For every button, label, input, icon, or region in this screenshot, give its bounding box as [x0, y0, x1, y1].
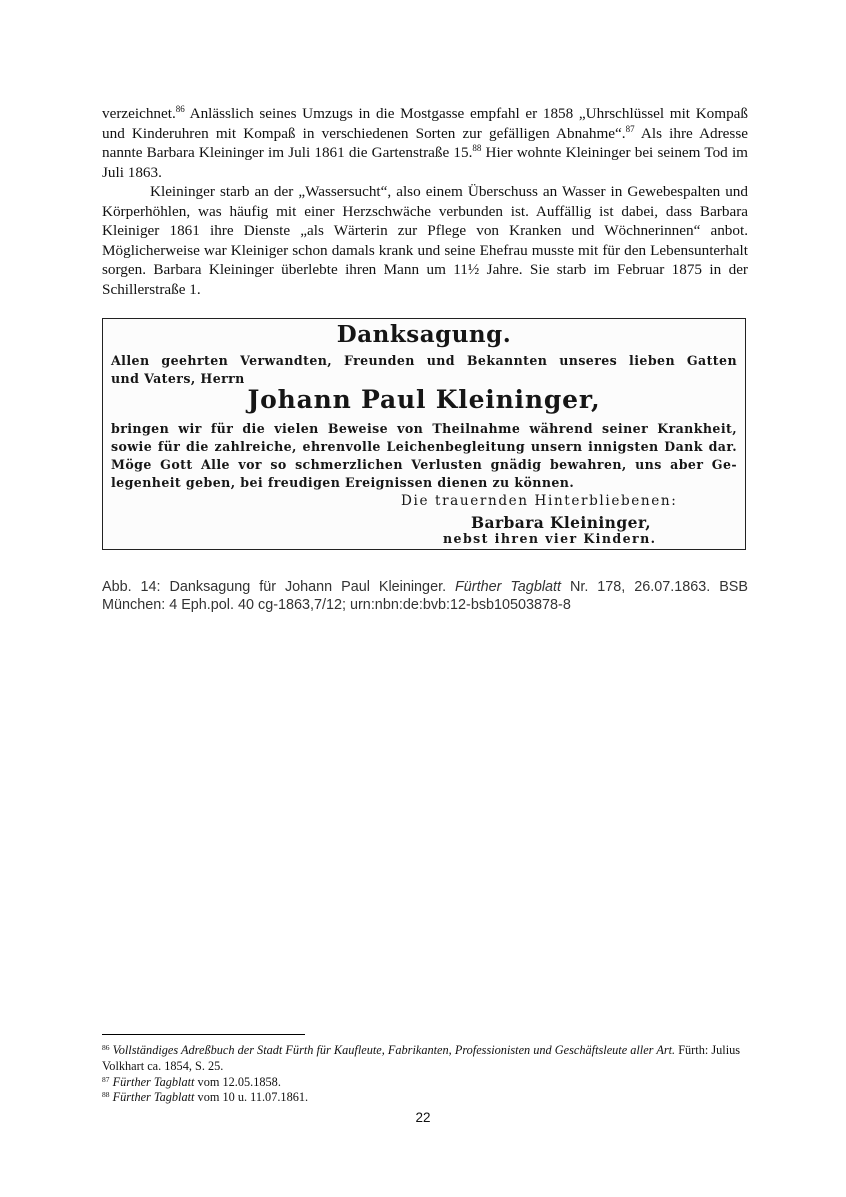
notice-deceased-name: Johann Paul Kleininger, [247, 385, 601, 414]
newspaper-notice-image [102, 318, 746, 550]
body-text: verzeichnet. [102, 105, 176, 122]
footnote-title: Fürther Tagblatt [112, 1090, 195, 1105]
body-text: Hier wohnte Kleininger bei seinem Tod im Juli 1863. [102, 144, 748, 181]
notice-line: sowie für die zahlreiche, ehrenvolle Leichenbegleitung unsern innigsten Dank dar. [111, 439, 737, 454]
footnote-separator [102, 1034, 305, 1035]
caption-text: Nr. 178, 26.07.1863. BSB München: 4 Eph.pol. 40 cg-1863,7/12; urn:nbn:de:bvb:12-bsb10503878-8 [102, 579, 748, 613]
footnote-title: Vollständiges Adreßbuch der Stadt Fürth für Kaufleute, Fabrikanten, Professionisten und Geschäftsleute aller Art. [112, 1043, 676, 1057]
caption-text: Abb. 14: Danksagung für Johann Paul Kleininger. [102, 579, 456, 595]
footnote-number: 88 [102, 1090, 110, 1100]
notice-line: Allen geehrten Verwandten, Freunden und Bekannten unseres lieben Gatten [111, 353, 737, 368]
footnote-87 [102, 1075, 748, 1091]
body-text: Kleininger starb an der „Wassersucht“, also einem Überschuss an Wasser in Gewebespalten und Körperhöhlen, was häufig mit einer Herzschwäche verbunden ist. Auffällig ist dabei, dass Barbara Kleiniger 1861 ihre Dienste „als Wärterin zur Pflege von Kranken und Wöchnerinnen“ anbot. Möglicherweise war Kleiniger schon damals krank und seine Ehefrau musste mit für den Lebensunterhalt sorgen. Barbara Kleininger überlebte ihren Mann um 11½ Jahre. Sie starb im Februar 1875 in der Schillerstraße 1. [102, 183, 748, 298]
footnote-text: vom 10 u. 11.07.1861. [194, 1090, 309, 1105]
body-paragraph-1 [102, 104, 748, 182]
footnote-ref-87[interactable]: 87 [625, 123, 635, 134]
footnote-88 [102, 1090, 748, 1106]
footnote-text: vom 12.05.1858. [194, 1074, 281, 1089]
notice-signature-family: nebst ihren vier Kindern. [443, 531, 657, 546]
notice-line: Möge Gott Alle vor so schmerzlichen Verlusten gnädig bewahren, uns aber Ge- [111, 457, 737, 472]
body-text: Als ihre Adresse nannte Barbara Kleininger im Juli 1861 die Gartenstraße 15. [102, 124, 748, 162]
footnote-86 [102, 1043, 748, 1075]
notice-signature-heading: Die trauernden Hinterbliebenen: [401, 493, 678, 509]
body-text: Anlässlich seines Umzugs in die Mostgasse empfahl er 1858 „Uhrschlüssel mit Kompaß und Kinderuhren mit Kompaß in verschiedenen Sorten zur gefälligen Abnahme“. [102, 105, 748, 142]
footnote-ref-86[interactable]: 86 [175, 104, 185, 114]
footnote-number: 86 [102, 1043, 110, 1052]
notice-signature-name: Barbara Kleininger, [471, 513, 652, 532]
notice-line: legenheit geben, bei freudigen Ereignissen dienen zu können. [111, 475, 575, 490]
footnote-ref-88[interactable]: 88 [472, 143, 482, 154]
notice-line: bringen wir für die vielen Beweise von Theilnahme während seiner Krankheit, [111, 421, 737, 436]
footnote-title: Fürther Tagblatt [112, 1074, 195, 1089]
figure-caption [102, 578, 748, 614]
body-paragraph-2 [102, 182, 748, 300]
footnote-text: Fürth: Julius Volkhart ca. 1854, S. 25. [102, 1043, 741, 1073]
page-number: 22 [415, 1110, 431, 1125]
caption-source-title: Fürther Tagblatt [455, 579, 562, 595]
notice-line: und Vaters, Herrn [111, 371, 245, 386]
notice-title: Danksagung. [336, 321, 512, 348]
footnote-number: 87 [102, 1074, 110, 1084]
footnotes [102, 1043, 748, 1106]
